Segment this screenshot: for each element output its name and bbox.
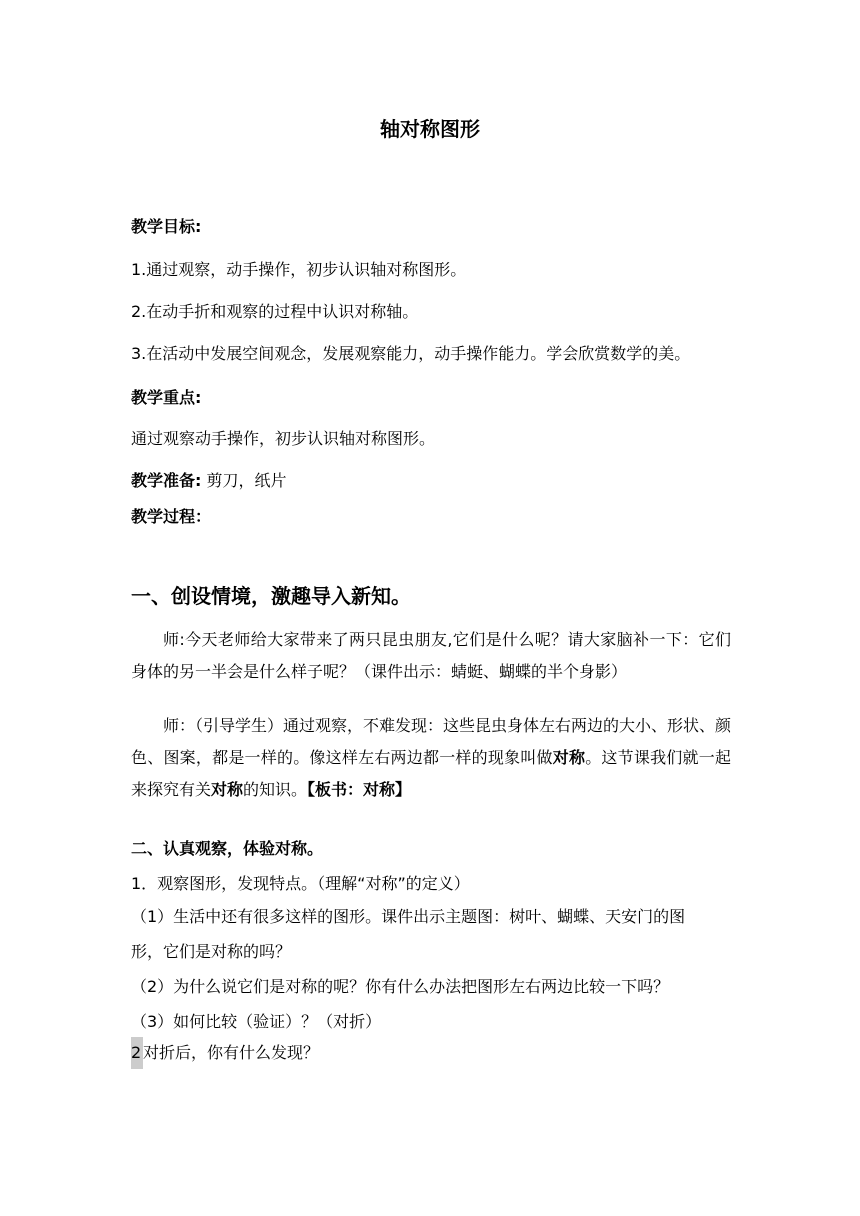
p2-bold-2: 对称 [211, 780, 244, 799]
goal-item-1: 1.通过观察，动手操作，初步认识轴对称图形。 [131, 260, 467, 279]
item-2-text: 对折后，你有什么发现？ [143, 1043, 320, 1062]
goal-item-3: 3.在活动中发展空间观念，发展观察能力，动手操作能力。学会欣赏数学的美。 [131, 344, 691, 363]
prep-line [131, 470, 287, 492]
item-number-highlight: 2 [131, 1037, 143, 1069]
section1-paragraph-2 [131, 710, 731, 806]
p2-text-a: 师：（引导学生）通过观察，不难发现：这些昆虫身体左右两边的大小、形状、颜色、图案，都是一样的。像这样左右两边都一样的现象叫做 [131, 716, 732, 767]
section1-heading: 一、创设情境，激趣导入新知。 [131, 584, 411, 608]
document-title: 轴对称图形 [380, 117, 480, 141]
section1-paragraph-1: 师:今天老师给大家带来了两只昆虫朋友,它们是什么呢？请大家脑补一下：它们身体的另一半会是什么样子呢？（课件出示：蜻蜓、蝴蝶的半个身影） [131, 630, 731, 681]
goals-heading: 教学目标: [131, 217, 202, 236]
question-3: （3）如何比较（验证）？（对折） [131, 1012, 382, 1031]
section2-heading: 二、认真观察，体验对称。 [131, 839, 324, 858]
focus-text: 通过观察动手操作，初步认识轴对称图形。 [131, 429, 436, 448]
goal-item-2: 2.在动手折和观察的过程中认识对称轴。 [131, 302, 419, 321]
section2-item-1: 1．观察图形，发现特点。（理解“对称”的定义） [131, 874, 470, 893]
section2-item-2 [131, 1037, 319, 1069]
question-1-line-a: （1）生活中还有很多这样的图形。课件出示主题图：树叶、蝴蝶、天安门的图 [131, 907, 686, 926]
p2-text-c: 的知识。 [243, 780, 308, 799]
board-note: 【板书：对称】 [307, 780, 412, 799]
prep-label: 教学准备: [131, 471, 202, 490]
focus-heading: 教学重点: [131, 388, 202, 407]
p2-text-b: 。这节课我们就一起来探究有关 [131, 748, 731, 799]
question-2: （2）为什么说它们是对称的呢？你有什么办法把图形左右两边比较一下吗？ [131, 977, 670, 996]
process-heading: 教学过程： [131, 507, 212, 526]
question-1-line-b: 形，它们是对称的吗？ [131, 942, 292, 961]
p2-bold-1: 对称 [552, 748, 586, 767]
prep-text: 剪刀，纸片 [201, 471, 287, 490]
